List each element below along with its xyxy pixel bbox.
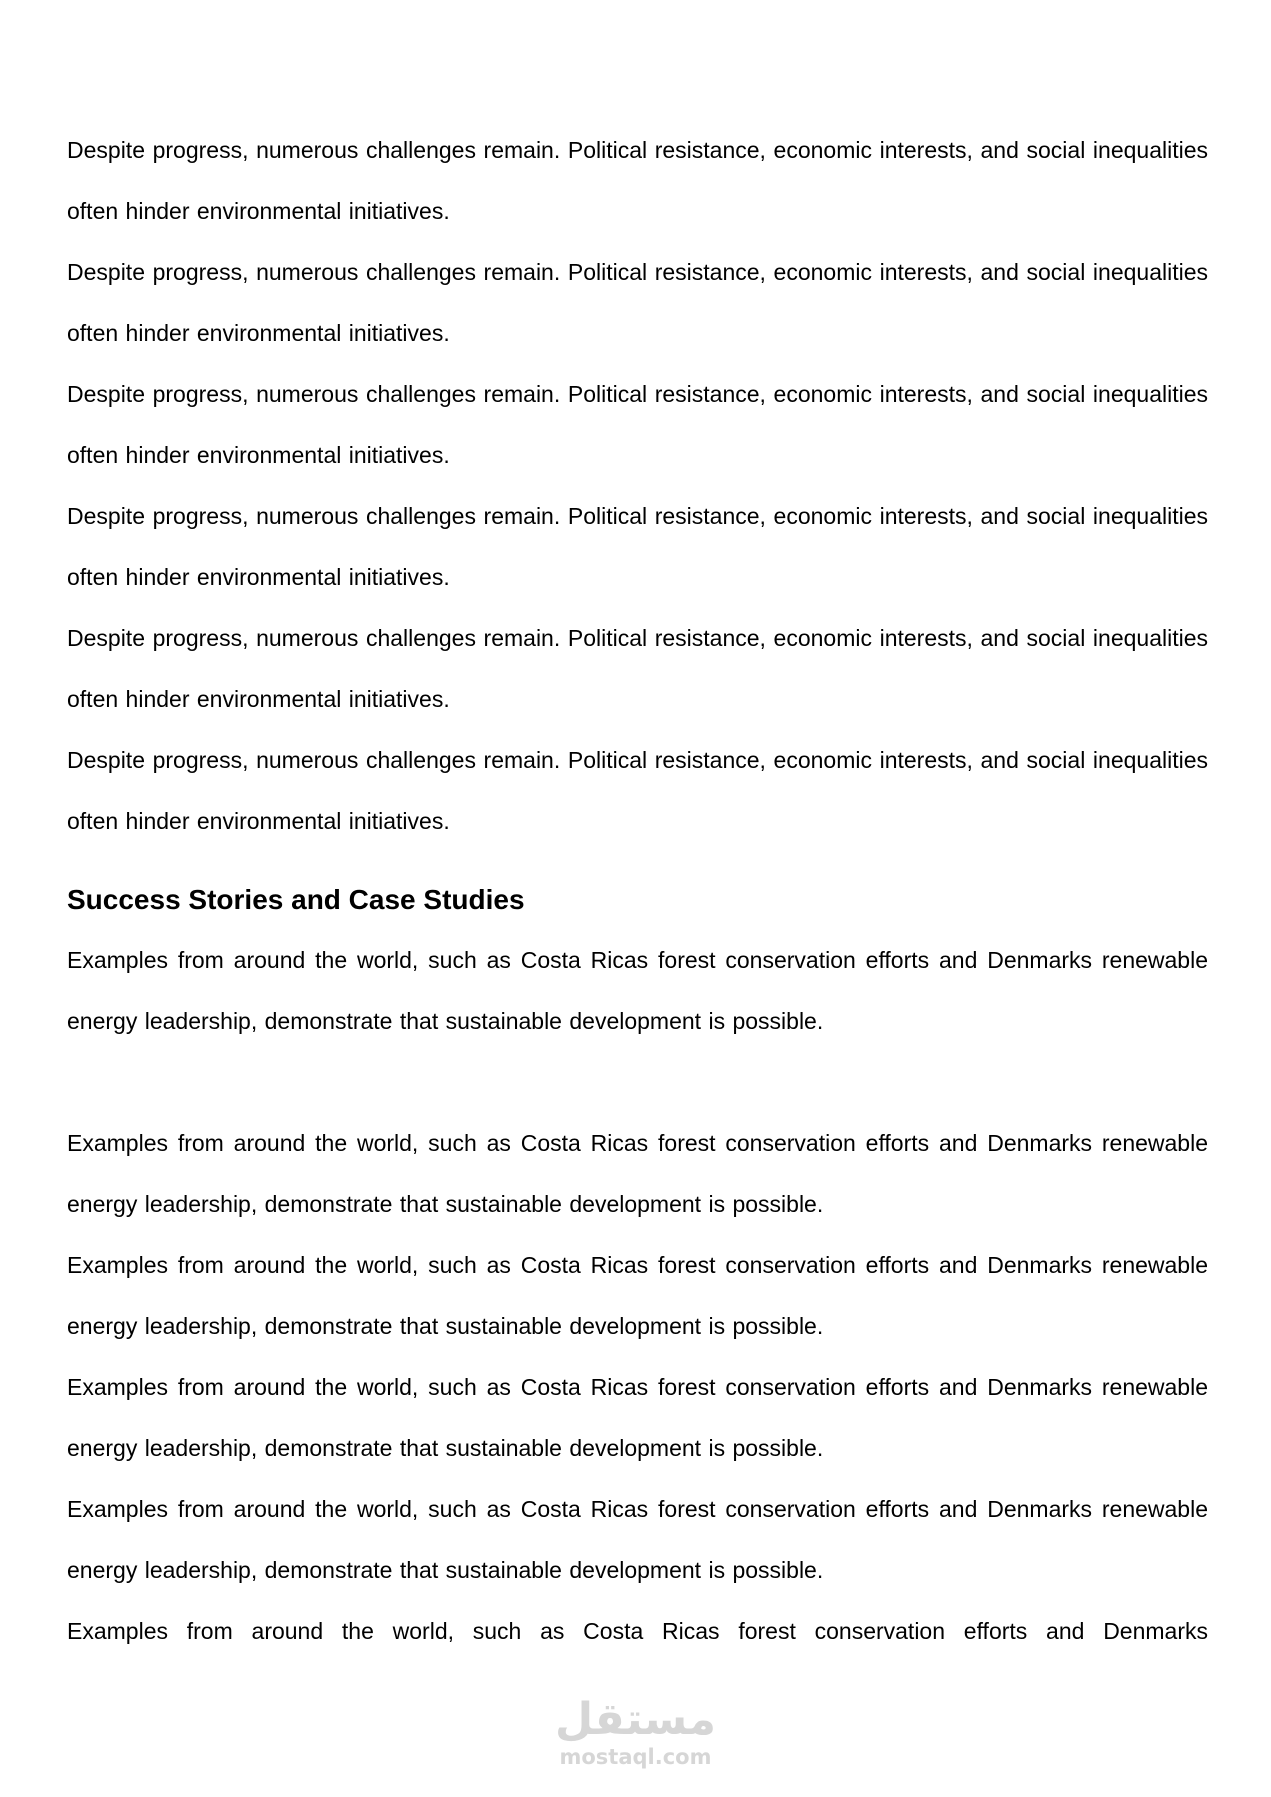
watermark-domain: mostaql.com <box>559 1745 712 1769</box>
body-paragraph: Examples from around the world, such as Costa Ricas forest conservation efforts and Denmarks renewable energy leadership, demonstrate that sustainable development is possible. <box>67 1496 1208 1583</box>
body-paragraph: Examples from around the world, such as Costa Ricas forest conservation efforts and Denmarks renewable energy leadership, demonstrate that sustainable development is possible. <box>67 1252 1208 1339</box>
body-paragraph: Examples from around the world, such as Costa Ricas forest conservation efforts and Denmarks renewable energy leadership, demonstrate that sustainable development is possible. <box>67 947 1208 1034</box>
body-paragraph: Despite progress, numerous challenges remain. Political resistance, economic interests, and social inequalities often hinder environmental initiatives. <box>67 137 1208 224</box>
paragraph-spacer <box>67 1052 1208 1113</box>
document-page <box>67 120 1208 1662</box>
body-paragraph: Despite progress, numerous challenges remain. Political resistance, economic interests, and social inequalities often hinder environmental initiatives. <box>67 259 1208 346</box>
body-paragraph-truncated: Examples from around the world, such as Costa Ricas forest conservation efforts and Denmarks <box>67 1618 1208 1644</box>
mostaql-watermark <box>0 1695 1271 1769</box>
body-paragraph: Despite progress, numerous challenges remain. Political resistance, economic interests, and social inequalities often hinder environmental initiatives. <box>67 625 1208 712</box>
body-paragraph: Despite progress, numerous challenges remain. Political resistance, economic interests, and social inequalities often hinder environmental initiatives. <box>67 503 1208 590</box>
body-paragraph: Despite progress, numerous challenges remain. Political resistance, economic interests, and social inequalities often hinder environmental initiatives. <box>67 747 1208 834</box>
section-heading: Success Stories and Case Studies <box>67 884 525 915</box>
body-paragraph: Examples from around the world, such as Costa Ricas forest conservation efforts and Denmarks renewable energy leadership, demonstrate that sustainable development is possible. <box>67 1374 1208 1461</box>
watermark-logo-text: مستقل <box>555 1694 716 1745</box>
body-paragraph: Despite progress, numerous challenges remain. Political resistance, economic interests, and social inequalities often hinder environmental initiatives. <box>67 381 1208 468</box>
body-paragraph: Examples from around the world, such as Costa Ricas forest conservation efforts and Denmarks renewable energy leadership, demonstrate that sustainable development is possible. <box>67 1130 1208 1217</box>
